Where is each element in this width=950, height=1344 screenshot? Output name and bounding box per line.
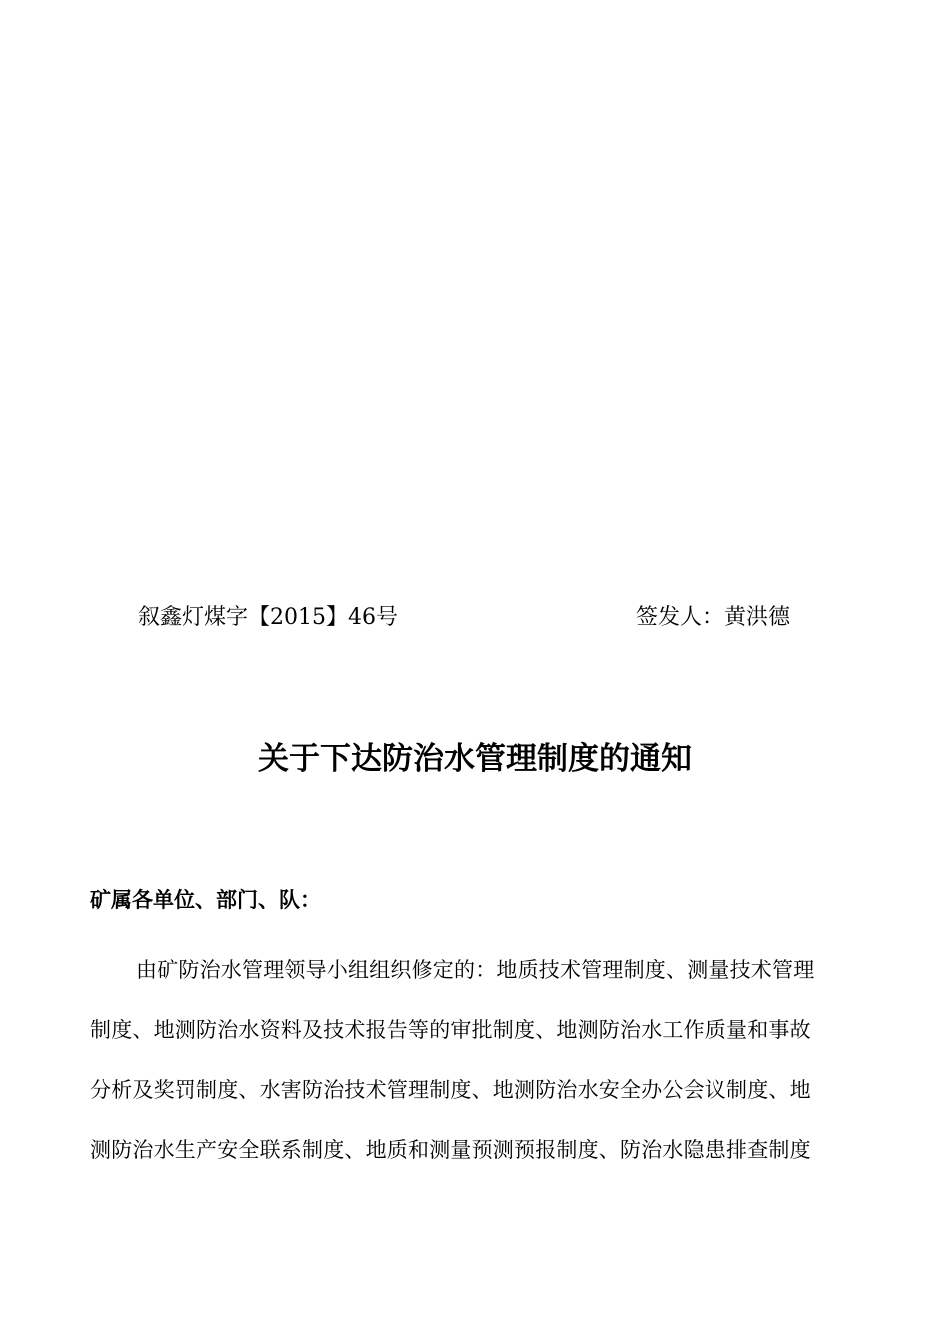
reference-number: 叙鑫灯煤字【2015】46号	[138, 605, 398, 630]
body-text	[90, 950, 860, 1190]
issuer: 签发人：黄洪德	[635, 605, 790, 630]
reference-line	[138, 598, 790, 638]
body-line: 由矿防治水管理领导小组组织修定的：地质技术管理制度、测量技术管理	[136, 958, 815, 982]
body-line: 制度、地测防治水资料及技术报告等的审批制度、地测防治水工作质量和事故	[90, 1018, 811, 1042]
body-line: 分析及奖罚制度、水害防治技术管理制度、地测防治水安全办公会议制度、地	[90, 1078, 811, 1102]
body-line: 测防治水生产安全联系制度、地质和测量预测预报制度、防治水隐患排查制度	[90, 1138, 811, 1162]
document-title: 关于下达防治水管理制度的通知	[258, 741, 692, 777]
addressee: 矿属各单位、部门、队：	[90, 887, 321, 912]
